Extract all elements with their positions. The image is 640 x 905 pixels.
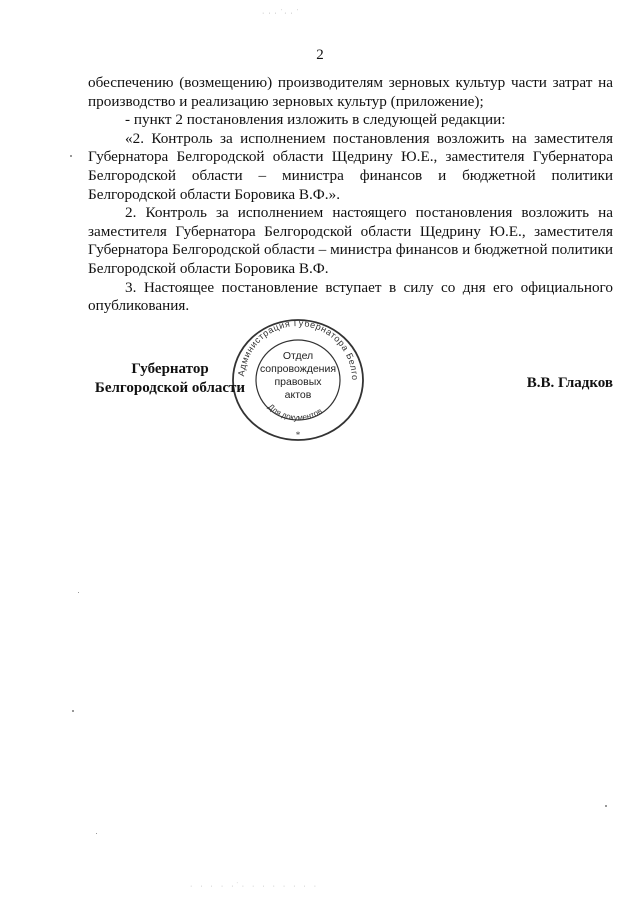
stamp-line-1: Отдел xyxy=(282,350,314,362)
scan-noise-top: · · · ˙· · ˙ xyxy=(262,10,301,17)
scan-speck xyxy=(605,805,607,807)
stamp-line-4: актов xyxy=(284,389,312,401)
signatory-title-line-2: Белгородской области xyxy=(94,380,246,396)
scan-speck xyxy=(96,833,97,834)
svg-text:Для документов xyxy=(266,402,323,422)
signatory-title xyxy=(70,360,270,398)
document-body xyxy=(88,74,613,316)
paragraph-4: 2. Контроль за исполнением настоящего постановления возложить на заместителя Губернатора Белгородской области Щедрину Ю.Е., заместителя Губернатора Белгородской области – министра финансов и бюджетной политики Белгородской области Боровика В.Ф. xyxy=(88,204,613,277)
stamp-ring-text: Администрация Губернатора Белго xyxy=(236,317,361,381)
page-number: 2 xyxy=(316,47,324,63)
scan-noise-bottom: · · · · ·˙· · · · · · · · xyxy=(190,883,320,890)
paragraph-5: 3. Настоящее постановление вступает в силу со дня его официального опубликования. xyxy=(88,278,613,315)
signatory-name: В.В. Гладков xyxy=(526,375,613,391)
scan-speck xyxy=(70,155,72,157)
stamp-bottom-text: Для документов xyxy=(266,402,324,423)
paragraph-3: «2. Контроль за исполнением постановления возложить на заместителя Губернатора Белгородской области Щедрину Ю.Е., заместителя Губернатора Белгородской области – министра финансов и бюджетной политики Белгородской области Боровика В.Ф.». xyxy=(88,129,613,203)
scan-speck xyxy=(72,710,74,712)
signatory-title-line-1: Губернатор xyxy=(131,361,209,377)
stamp-line-2: сопровождения xyxy=(259,363,337,375)
paragraph-1: обеспечению (возмещению) производителям зерновых культур части затрат на производство и реализацию зерновых культур (приложение); xyxy=(88,74,613,110)
svg-text:*: * xyxy=(295,430,301,440)
paragraph-2: - пункт 2 постановления изложить в следующей редакции: xyxy=(125,111,506,129)
scan-speck xyxy=(78,592,79,593)
stamp-line-3: правовых xyxy=(274,376,322,388)
